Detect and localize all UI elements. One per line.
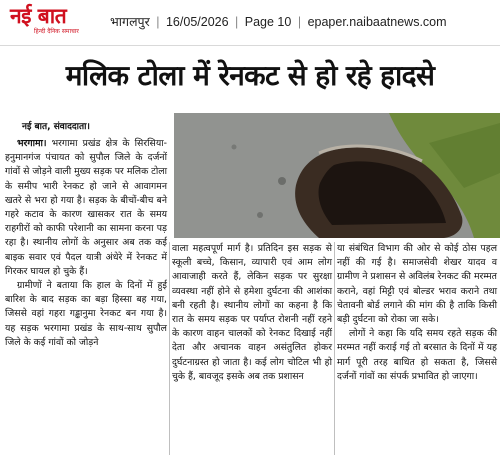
edition-date: 16/05/2026: [165, 15, 229, 29]
article-dateline: भरगामा।: [17, 138, 47, 149]
logo-main-text: नई बात: [10, 4, 67, 28]
edition-meta: [110, 13, 447, 30]
article-column-3: [337, 242, 497, 384]
road-stone: [257, 212, 263, 218]
article-paragraph: वाला महत्वपूर्ण मार्ग है। प्रतिदिन इस सड़क से स्कूली बच्चे, किसान, व्यापारी एवं आम लोग आवाजाही करते हैं, लेकिन सड़क पर सुरक्षा व्यवस्था नहीं होने से हमेशा दुर्घटना की आशंका बनी रहती है। स्थानीय लोगों का कहना है कि रात के समय सड़क पर पर्याप्त रोशनी नहीं रहने के कारण वाहन चालकों को रेनकट दिखाई नहीं देता और अचानक वाहन असंतुलित होकर दुर्घटनाग्रस्त हो जाता है। कई लोग चोटिल भी हो चुके हैं, बावजूद इसके अब तक प्रशासन: [172, 243, 332, 382]
article-paragraph: लोगों ने कहा कि यदि समय रहते सड़क की मरम्मत नहीं कराई गई तो बरसात के दिनों में यह मार्ग पूरी तरह बाधित हो सकता है, जिससे दर्जनों गांवों का संपर्क प्रभावित हो जाएगा।: [337, 328, 497, 382]
road-stone: [278, 177, 286, 185]
article-paragraph: या संबंधित विभाग की ओर से कोई ठोस पहल नहीं की गई है। समाजसेवी शेखर यादव व ग्रामीण ने प्रशासन से अविलंब रेनकट की मरम्मत कराने, वहां मिट्टी एवं बोल्डर भराव कराने तथा चेतावनी बोर्ड लगाने की मांग की है ताकि किसी बड़ी दुर्घटना को रोका जा सके।: [337, 243, 497, 326]
paragraph-text: भरगामा प्रखंड क्षेत्र के सिरसिया-हनुमानगंज पंचायत को सुपौल जिले के दर्जनों गांवों से जोड़ने वाली मुख्य सड़क पर मलिक टोला के समीप भारी रेनकट हो जाने से आवागमन खतरे से भरा हो गया है। सड़क के बीचों-बीच बने गहरे कटाव के कारण खासकर रात के समय राहगीरों को काफी परेशानी का सामना करना पड़ रहा है। स्थानीय लोगों के अनुसार अब तक कई बाइक सवार एवं पैदल यात्री अंधेरे में रेनकट में गिरकर घायल हो चुके हैं।: [5, 138, 167, 277]
logo-subtitle: हिन्दी दैनिक समाचार: [34, 28, 79, 35]
article-paragraph: ग्रामीणों ने बताया कि हाल के दिनों में हुई बारिश के बाद सड़क का बड़ा हिस्सा बह गया, जिससे वहां गहरा गड्ढानुमा रेनकट बन गया है। यह सड़क भरगामा प्रखंड के साथ-साथ सुपौल जिले के कई गांवों को जोड़ने: [5, 280, 167, 348]
edition-city: भागलपुर: [110, 15, 150, 29]
site-link[interactable]: epaper.naibaatnews.com: [307, 15, 447, 29]
meta-separator: |: [235, 15, 239, 29]
article-headline: मलिक टोला में रेनकट से हो रहे हादसे: [65, 59, 435, 92]
meta-separator: |: [297, 15, 302, 29]
article-paragraph: [5, 137, 167, 279]
road-stone: [232, 145, 237, 150]
photo-illustration: [174, 113, 500, 238]
article-column-1: [5, 137, 167, 350]
article-byline: नई बात, संवाददाता।: [22, 122, 90, 132]
column-divider: [334, 242, 335, 455]
column-divider: [169, 242, 170, 455]
page-number: Page 10: [244, 15, 292, 29]
masthead: [0, 0, 500, 46]
meta-separator: |: [156, 15, 160, 29]
article-column-2: [172, 242, 332, 384]
newspaper-logo[interactable]: [10, 4, 96, 42]
road-raincut-photo: [174, 113, 500, 238]
